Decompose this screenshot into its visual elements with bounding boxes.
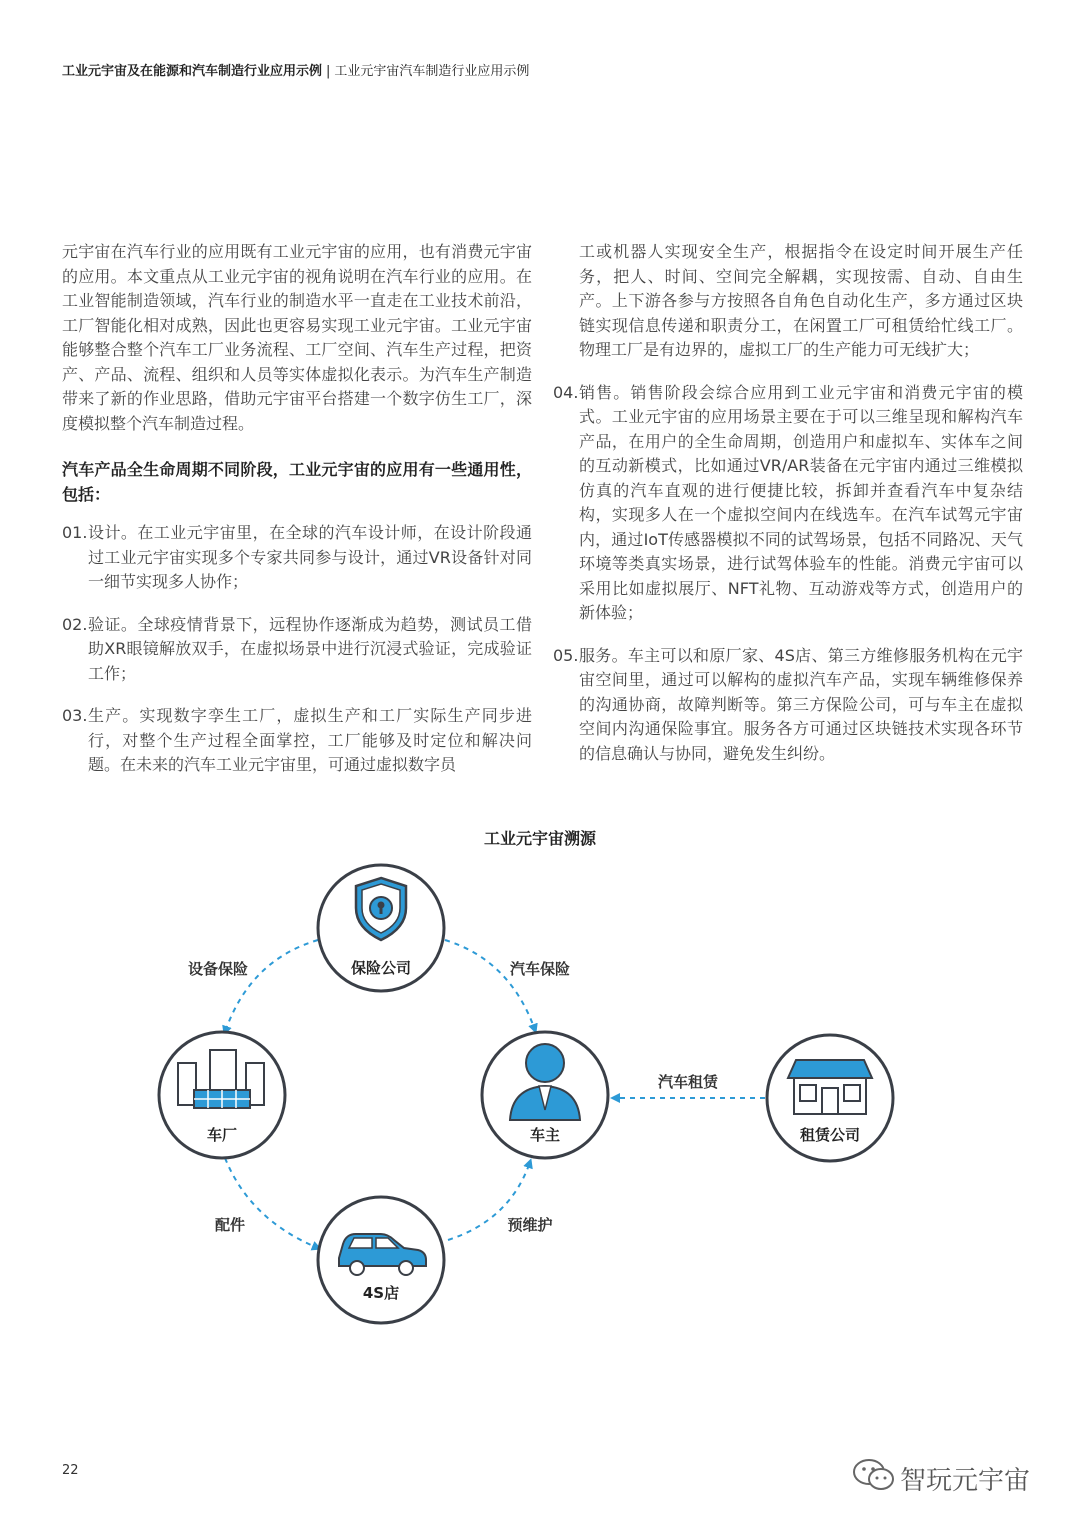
node-owner [482, 1032, 608, 1158]
list-item [553, 644, 1023, 767]
left-column [62, 240, 532, 778]
node-label-insurer: 保险公司 [350, 959, 412, 977]
storefront-icon [788, 1060, 872, 1114]
list-item [62, 704, 532, 778]
wechat-icon [852, 1458, 896, 1492]
intro-paragraph: 元宇宙在汽车行业的应用既有工业元宇宙的应用，也有消费元宇宙的应用。本文重点从工业元宇宙的视角说明在汽车行业的应用。在工业智能制造领域，汽车行业的制造水平一直走在工业技术前沿，工厂智能化相对成熟，因此也更容易实现工业元宇宙。工业元宇宙能够整合整个汽车工厂业务流程、工厂空间、汽车生产过程，把资产、产品、流程、组织和人员等实体虚拟化表示。为汽车生产制造带来了新的作业思路，借助元宇宙平台搭建一个数字仿生工厂，深度模拟整个汽车制造过程。 [62, 242, 532, 433]
page-number: 22 [62, 1463, 79, 1478]
brand-watermark: 智玩元宇宙 [900, 1466, 1031, 1496]
list-text: 销售。销售阶段会综合应用到工业元宇宙和消费元宇宙的模式。工业元宇宙的应用场景主要在于可以三维呈现和解构汽车产品，在用户的全生命周期，创造用户和虚拟车、实体车之间的互动新模式，比如通过VR/AR装备在元宇宙内通过三维模拟仿真的汽车直观的进行便捷比较，拆卸并查看汽车中复杂结构，实现多人在一个虚拟空间内在线选车。在汽车试驾元宇宙内，通过IoT传感器模拟不同的试驾场景，包括不同路况、天气环境等类真实场景，进行试驾体验车的性能。消费元宇宙可以采用比如虚拟展厅、NFT礼物、互动游戏等方式，创造用户的新体验； [579, 382, 1023, 622]
page-header [62, 60, 529, 79]
node-label-dealer: 4S店 [362, 1284, 400, 1302]
edge-insurer-owner [445, 940, 535, 1030]
node-factory [159, 1032, 285, 1158]
edge-factory-dealer [225, 1158, 318, 1248]
label-car-insurance: 汽车保险 [509, 960, 571, 978]
list-item [62, 521, 532, 595]
header-title: 工业元宇宙及在能源和汽车制造行业应用示例 [62, 64, 323, 79]
header-separator: | [326, 64, 331, 79]
list-item [62, 613, 532, 687]
continuation-paragraph: 工或机器人实现安全生产，根据指令在设定时间开展生产任务，把人、时间、空间完全解耦，实现按需、自动、自由生产。上下游各参与方按照各自角色自动化生产，多方通过区块链实现信息传递和职责分工，在闲置工厂可租赁给忙线工厂。物理工厂是有边界的，虚拟工厂的生产能力可无线扩大； [579, 242, 1023, 359]
header-subtitle: 工业元宇宙汽车制造行业应用示例 [334, 64, 530, 79]
list-number: 04. [553, 382, 579, 402]
node-label-rental: 租赁公司 [799, 1126, 861, 1144]
list-number: 05. [553, 645, 579, 665]
list-text: 生产。实现数字孪生工厂，虚拟生产和工厂实际生产同步进行，对整个生产过程全面掌控，工厂能够及时定位和解决问题。在未来的汽车工业元宇宙里，可通过虚拟数字员 [88, 706, 532, 774]
label-maintenance: 预维护 [507, 1216, 553, 1234]
list-text: 设计。在工业元宇宙里，在全球的汽车设计师，在设计阶段通过工业元宇宙实现多个专家共同参与设计，通过VR设备针对同一细节实现多人协作； [88, 523, 532, 591]
node-label-factory: 车厂 [206, 1126, 238, 1144]
node-dealer [318, 1197, 444, 1323]
node-label-owner: 车主 [529, 1126, 561, 1144]
label-equipment-insurance: 设备保险 [187, 960, 249, 978]
list-text: 服务。车主可以和原厂家、4S店、第三方维修服务机构在元宇宙空间里，通过可以解构的虚拟汽车产品，实现车辆维修保养的沟通协商，故障判断等。第三方保险公司，可与车主在虚拟空间内沟通保险事宜。服务各方可通过区块链技术实现各环节的信息确认与协同，避免发生纠纷。 [579, 645, 1023, 763]
list-number: 03. [62, 706, 88, 725]
list-number: 01. [62, 523, 88, 542]
diagram-title: 工业元宇宙溯源 [483, 829, 597, 848]
lifecycle-lead: 汽车产品全生命周期不同阶段，工业元宇宙的应用有一些通用性，包括： [62, 460, 532, 504]
list-number: 02. [62, 614, 88, 634]
list-item [553, 381, 1023, 626]
traceability-diagram [0, 820, 1080, 1340]
node-insurer [318, 865, 444, 991]
right-column [553, 240, 1023, 766]
list-text: 验证。全球疫情背景下，远程协作逐渐成为趋势，测试员工借助XR眼镜解放双手，在虚拟场景中进行沉浸式验证，完成验证工作； [88, 614, 532, 683]
node-rental [767, 1035, 893, 1161]
label-parts: 配件 [214, 1216, 246, 1234]
label-car-rental: 汽车租赁 [657, 1073, 719, 1091]
edge-insurer-factory [225, 940, 318, 1032]
